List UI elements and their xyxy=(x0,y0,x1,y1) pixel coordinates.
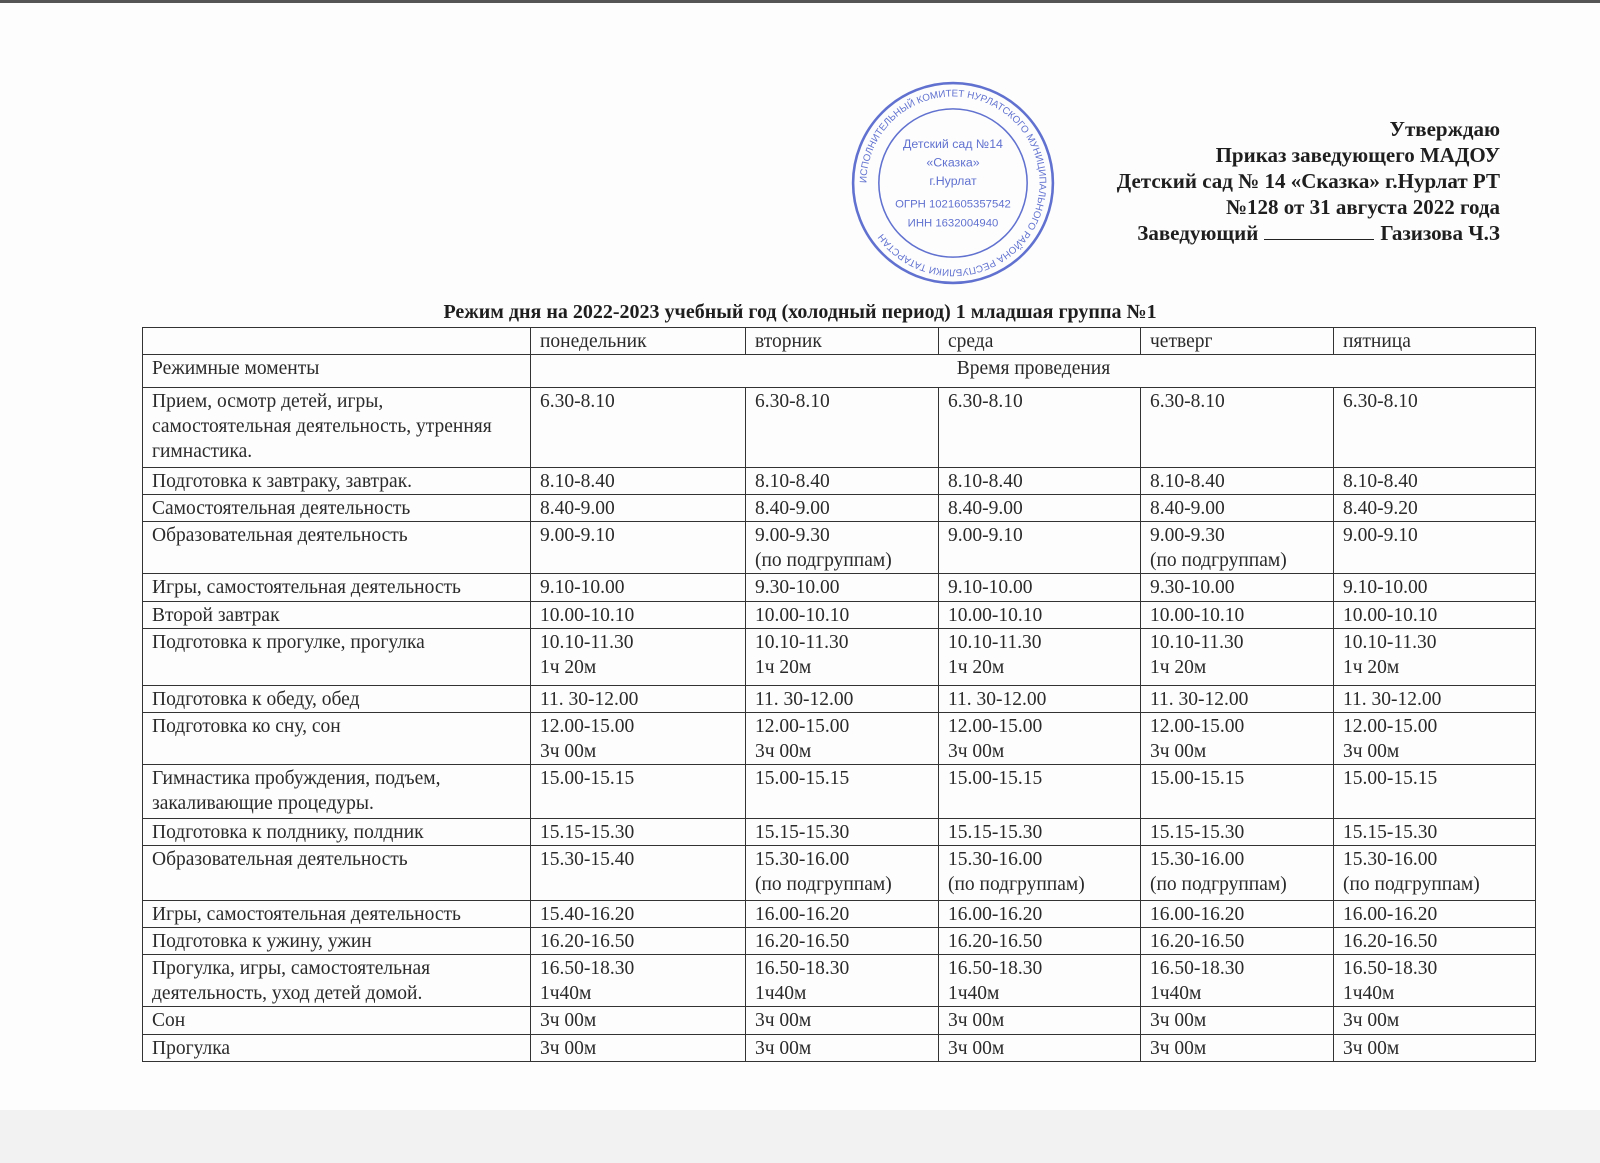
time-cell: 8.40-9.00 xyxy=(531,495,746,522)
table-row xyxy=(143,955,1536,1007)
time-cell: 3ч 00м xyxy=(746,1007,939,1035)
time-cell: 15.40-16.20 xyxy=(531,901,746,928)
time-cell: 3ч 00м xyxy=(1141,1035,1334,1062)
time-cell: 16.20-16.50 xyxy=(1334,928,1536,955)
time-cell: 6.30-8.10 xyxy=(1141,388,1334,468)
time-cell: 8.10-8.40 xyxy=(746,468,939,495)
approval-line: Приказ заведующего МАДОУ xyxy=(1215,143,1500,167)
time-cell: 8.40-9.00 xyxy=(939,495,1141,522)
table-row xyxy=(143,901,1536,928)
time-cell: 11. 30-12.00 xyxy=(531,686,746,713)
time-cell: 12.00-15.00 3ч 00м xyxy=(1141,713,1334,765)
activity-cell: Подготовка к прогулке, прогулка xyxy=(143,629,531,686)
activity-cell: Подготовка к ужину, ужин xyxy=(143,928,531,955)
time-cell: 16.50-18.30 1ч40м xyxy=(939,955,1141,1007)
time-cell: 9.10-10.00 xyxy=(1334,574,1536,602)
time-cell: 8.40-9.20 xyxy=(1334,495,1536,522)
time-cell: 15.15-15.30 xyxy=(531,819,746,846)
time-cell: 9.00-9.30 (по подгруппам) xyxy=(1141,522,1334,574)
activity-cell: Подготовка к обеду, обед xyxy=(143,686,531,713)
time-cell: 11. 30-12.00 xyxy=(746,686,939,713)
time-cell: 15.00-15.15 xyxy=(939,765,1141,819)
approval-line: Утверждаю xyxy=(1389,117,1500,141)
time-cell: 3ч 00м xyxy=(531,1007,746,1035)
time-cell: 10.00-10.10 xyxy=(746,602,939,629)
time-cell: 10.10-11.30 1ч 20м xyxy=(531,629,746,686)
time-cell: 15.00-15.15 xyxy=(746,765,939,819)
stamp-line-a: Детский сад №14 xyxy=(903,136,1003,151)
time-cell: 3ч 00м xyxy=(939,1035,1141,1062)
time-cell: 8.10-8.40 xyxy=(939,468,1141,495)
activity-cell: Образовательная деятельность xyxy=(143,846,531,901)
table-row xyxy=(143,468,1536,495)
empty-header-cell xyxy=(143,328,531,355)
time-cell: 12.00-15.00 3ч 00м xyxy=(746,713,939,765)
table-row xyxy=(143,928,1536,955)
day-header: вторник xyxy=(746,328,939,355)
time-cell: 16.20-16.50 xyxy=(1141,928,1334,955)
time-cell: 3ч 00м xyxy=(1334,1007,1536,1035)
official-stamp xyxy=(850,80,1056,286)
signature-blank xyxy=(1264,239,1374,240)
time-cell: 16.50-18.30 1ч40м xyxy=(531,955,746,1007)
time-cell: 8.10-8.40 xyxy=(1334,468,1536,495)
scan-bottom-edge xyxy=(0,1110,1600,1163)
day-header: понедельник xyxy=(531,328,746,355)
table-row xyxy=(143,1035,1536,1062)
time-cell: 16.20-16.50 xyxy=(939,928,1141,955)
time-cell: 12.00-15.00 3ч 00м xyxy=(531,713,746,765)
head-name: Газизова Ч.З xyxy=(1380,221,1500,245)
table-row xyxy=(143,522,1536,574)
activity-cell: Прием, осмотр детей, игры, самостоятельная деятельность, утренняя гимнастика. xyxy=(143,388,531,468)
time-cell: 16.50-18.30 1ч40м xyxy=(1334,955,1536,1007)
head-label: Заведующий xyxy=(1137,221,1259,245)
time-cell: 10.10-11.30 1ч 20м xyxy=(1141,629,1334,686)
time-cell: 16.00-16.20 xyxy=(1334,901,1536,928)
time-cell: 8.40-9.00 xyxy=(746,495,939,522)
time-cell: 16.50-18.30 1ч40м xyxy=(1141,955,1334,1007)
table-row xyxy=(143,819,1536,846)
day-header: пятница xyxy=(1334,328,1536,355)
time-cell: 12.00-15.00 3ч 00м xyxy=(939,713,1141,765)
approval-line: Детский сад № 14 «Сказка» г.Нурлат РТ xyxy=(1116,169,1500,193)
time-cell: 15.15-15.30 xyxy=(746,819,939,846)
days-header-row xyxy=(143,328,1536,355)
time-cell: 3ч 00м xyxy=(939,1007,1141,1035)
time-cell: 6.30-8.10 xyxy=(939,388,1141,468)
time-cell: 15.30-15.40 xyxy=(531,846,746,901)
time-cell: 15.30-16.00 (по подгруппам) xyxy=(746,846,939,901)
stamp-inn: ИНН 1632004940 xyxy=(907,217,999,230)
time-cell: 15.00-15.15 xyxy=(1141,765,1334,819)
time-cell: 9.00-9.10 xyxy=(1334,522,1536,574)
activity-cell: Прогулка, игры, самостоятельная деятельность, уход детей домой. xyxy=(143,955,531,1007)
time-cell: 16.00-16.20 xyxy=(1141,901,1334,928)
time-cell: 15.15-15.30 xyxy=(1141,819,1334,846)
time-cell: 15.30-16.00 (по подгруппам) xyxy=(1141,846,1334,901)
stamp-ogrn: ОГРН 1021605357542 xyxy=(895,198,1011,211)
time-cell: 15.30-16.00 (по подгруппам) xyxy=(939,846,1141,901)
time-cell: 3ч 00м xyxy=(1334,1035,1536,1062)
activity-cell: Подготовка ко сну, сон xyxy=(143,713,531,765)
day-header: среда xyxy=(939,328,1141,355)
table-row xyxy=(143,713,1536,765)
activity-cell: Подготовка к завтраку, завтрак. xyxy=(143,468,531,495)
time-cell: 9.30-10.00 xyxy=(1141,574,1334,602)
time-label: Время проведения xyxy=(531,355,1536,388)
time-cell: 9.30-10.00 xyxy=(746,574,939,602)
time-cell: 10.10-11.30 1ч 20м xyxy=(746,629,939,686)
time-cell: 11. 30-12.00 xyxy=(1141,686,1334,713)
column-label-row xyxy=(143,355,1536,388)
table-row xyxy=(143,629,1536,686)
time-cell: 10.00-10.10 xyxy=(1334,602,1536,629)
scan-edge xyxy=(0,0,1600,3)
table-row xyxy=(143,765,1536,819)
approval-line: №128 от 31 августа 2022 года xyxy=(1225,195,1500,219)
time-cell: 10.00-10.10 xyxy=(1141,602,1334,629)
time-cell: 11. 30-12.00 xyxy=(1334,686,1536,713)
time-cell: 3ч 00м xyxy=(1141,1007,1334,1035)
time-cell: 10.10-11.30 1ч 20м xyxy=(939,629,1141,686)
activity-cell: Сон xyxy=(143,1007,531,1035)
table-row xyxy=(143,846,1536,901)
time-cell: 6.30-8.10 xyxy=(1334,388,1536,468)
time-cell: 15.15-15.30 xyxy=(1334,819,1536,846)
time-cell: 9.00-9.10 xyxy=(939,522,1141,574)
activity-cell: Игры, самостоятельная деятельность xyxy=(143,901,531,928)
table-row xyxy=(143,602,1536,629)
activity-cell: Самостоятельная деятельность xyxy=(143,495,531,522)
time-cell: 10.10-11.30 1ч 20м xyxy=(1334,629,1536,686)
time-cell: 9.00-9.30 (по подгруппам) xyxy=(746,522,939,574)
time-cell: 6.30-8.10 xyxy=(746,388,939,468)
time-cell: 16.20-16.50 xyxy=(746,928,939,955)
time-cell: 15.30-16.00 (по подгруппам) xyxy=(1334,846,1536,901)
stamp-line-b: «Сказка» xyxy=(926,155,980,170)
stamp-ring-text: ИСПОЛНИТЕЛЬНЫЙ КОМИТЕТ НУРЛАТСКОГО МУНИЦИПАЛЬНОГО РАЙОНА РЕСПУБЛИКИ ТАТАРСТАН xyxy=(858,88,1048,278)
activity-cell: Прогулка xyxy=(143,1035,531,1062)
time-cell: 9.10-10.00 xyxy=(939,574,1141,602)
time-cell: 6.30-8.10 xyxy=(531,388,746,468)
time-cell: 16.00-16.20 xyxy=(746,901,939,928)
column-label: Режимные моменты xyxy=(143,355,531,388)
table-row xyxy=(143,686,1536,713)
table-row xyxy=(143,574,1536,602)
table-row xyxy=(143,495,1536,522)
day-header: четверг xyxy=(1141,328,1334,355)
document-title: Режим дня на 2022-2023 учебный год (холодный период) 1 младшая группа №1 xyxy=(443,301,1157,323)
time-cell: 8.10-8.40 xyxy=(531,468,746,495)
time-cell: 10.00-10.10 xyxy=(939,602,1141,629)
time-cell: 15.15-15.30 xyxy=(939,819,1141,846)
stamp-line-c: г.Нурлат xyxy=(929,174,977,189)
activity-cell: Игры, самостоятельная деятельность xyxy=(143,574,531,602)
time-cell: 15.00-15.15 xyxy=(1334,765,1536,819)
time-cell: 12.00-15.00 3ч 00м xyxy=(1334,713,1536,765)
table-row xyxy=(143,388,1536,468)
time-cell: 16.20-16.50 xyxy=(531,928,746,955)
time-cell: 8.10-8.40 xyxy=(1141,468,1334,495)
time-cell: 3ч 00м xyxy=(746,1035,939,1062)
activity-cell: Гимнастика пробуждения, подъем, закаливающие процедуры. xyxy=(143,765,531,819)
time-cell: 15.00-15.15 xyxy=(531,765,746,819)
time-cell: 11. 30-12.00 xyxy=(939,686,1141,713)
time-cell: 3ч 00м xyxy=(531,1035,746,1062)
time-cell: 16.00-16.20 xyxy=(939,901,1141,928)
time-cell: 10.00-10.10 xyxy=(531,602,746,629)
time-cell: 16.50-18.30 1ч40м xyxy=(746,955,939,1007)
time-cell: 8.40-9.00 xyxy=(1141,495,1334,522)
time-cell: 9.10-10.00 xyxy=(531,574,746,602)
table-row xyxy=(143,1007,1536,1035)
activity-cell: Второй завтрак xyxy=(143,602,531,629)
activity-cell: Подготовка к полднику, полдник xyxy=(143,819,531,846)
approval-signature-line xyxy=(1117,220,1500,246)
time-cell: 9.00-9.10 xyxy=(531,522,746,574)
activity-cell: Образовательная деятельность xyxy=(143,522,531,574)
schedule-table xyxy=(142,327,1536,1062)
approval-block xyxy=(1117,116,1500,246)
